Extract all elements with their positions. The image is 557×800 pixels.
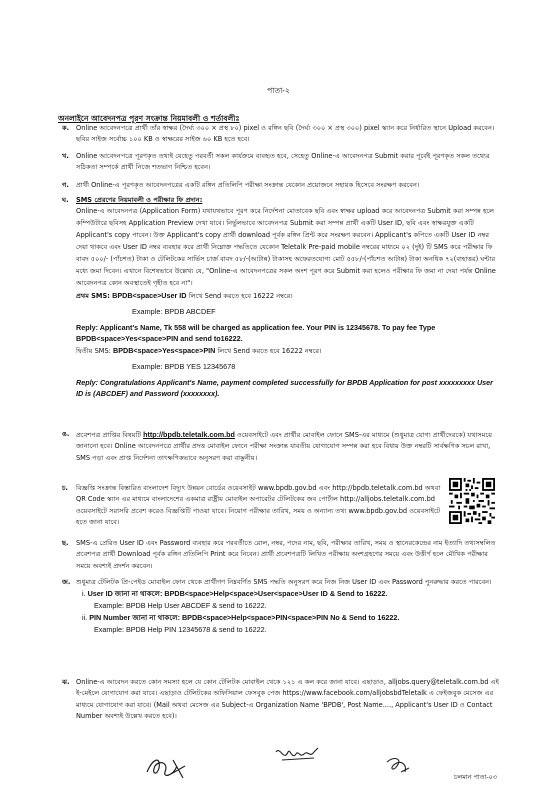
rule-text: Online-এ আবেদন করতে কোন সমস্যা হলে যে কোন টেলিটক মোবাইল থেকে ১২১ এ কল করে জানা যাবে। এছাড়াও, alljobs.query@teletalk.com.bd এই ই-মেইলে যোগাযোগ করা যাবে। এছাড়াও টেলিটকের অফিসিয়াল ফেসবুক পেজ https://www.facebook.com/alljobsbdTeletalk এ ফেইজবুক মেসেজ এর মাধ্যমে যোগাযোগ করা যাবে। (Mail অথবা মেসেজ এর Subject-এ Organization Name 'BPDB', Post Name...., Applicant's User ID ও Contact Number অবশ্যই উল্লেখ করতে হবে)। xyxy=(76,678,499,721)
rule-label: ঙ. xyxy=(62,430,70,438)
recovery-pin-text: PIN Number জানা না থাকলে: BPDB<space>Help<space>PIN<space>PIN No & Send to 16222. xyxy=(89,613,400,623)
second-sms-code: BPDB<space>Yes<space>PIN xyxy=(113,345,216,355)
rule-text: প্রার্থী Online-এ পূরণকৃত আবেদনপত্রের একটি রঙ্গিন প্রতিলিপি পরীক্ষা সংক্রান্ত যেকোন প্রয়োজনে সহায়ক হিসেবে সংরক্ষণ করবেন। xyxy=(76,181,420,189)
rule-label: চ. xyxy=(62,484,69,492)
recovery-user-id-example: Example: BPDB Help User ABCDEF & send to 16222. xyxy=(94,601,267,611)
rule-kha xyxy=(62,151,502,175)
second-sms xyxy=(76,345,502,357)
admit-card-text-a: প্রবেশপত্র প্রাপ্তির বিষয়টি xyxy=(76,431,141,439)
first-sms-example: Example: BPDB ABCDEF xyxy=(132,307,216,317)
list-marker: i. xyxy=(82,589,86,599)
qr-code-icon xyxy=(449,478,495,524)
rule-label: গ. xyxy=(62,181,69,189)
section-heading: অনলাইনে আবেদনপত্র পূরণ সংক্রান্ত নিয়মাবলী ও শর্তাবলীঃ xyxy=(58,114,240,123)
rule-text: Online আবেদনপত্রে পূরণকৃত তথ্যই যেহেতু পরবর্তী সকল কার্যক্রমে ব্যবহৃত হবে, সেহেতু Online-এ আবেদনপত্র Submit করার পূর্বেই পূরণকৃত সকল তথ্যের সঠিকতা সম্পর্কে প্রার্থী নিজে শতভাগ নিশ্চিত হবেন। xyxy=(76,152,490,172)
qr-code[interactable] xyxy=(449,478,495,524)
recovery-pin-example: Example: BPDB Help PIN 12345678 & send to 16222. xyxy=(94,625,267,635)
rule-text: Online আবেদনপত্রে প্রার্থী তাঁর স্বাক্ষর (দৈর্ঘ্য ৩০০ × প্রস্থ ৮০) pixel ও রঙ্গিন ছবি (দৈর্ঘ্য ৩০০ × প্রস্থ ৩০০) pixel স্ক্যান করে নির্ধারিত স্থানে Upload করবেন। ছবির সাইজ সর্বোচ্চ ১০০ KB ও স্বাক্ষরের সাইজ ৬০ KB হতে হবে। xyxy=(76,124,495,144)
page-number: পাতা-২ xyxy=(267,86,290,95)
sms-section-title: SMS প্রেরণের নিয়মাবলী ও পরীক্ষার ফি প্রদান: xyxy=(76,196,203,204)
signature-one xyxy=(143,752,189,782)
rule-label: ছ. xyxy=(62,539,69,547)
signature-two xyxy=(274,742,320,768)
rule-label: ঘ. xyxy=(62,196,69,204)
first-sms xyxy=(76,290,502,302)
first-sms-send: লিখে Send করতে হবে 16222 নম্বরে। xyxy=(188,291,293,300)
teletalk-link[interactable]: http://bpdb.teletalk.com.bd xyxy=(143,430,235,439)
recovery-pin xyxy=(76,612,502,624)
rule-cha xyxy=(62,483,442,531)
rule-jha xyxy=(62,677,502,737)
second-sms-reply: Reply: Congratulations Applicant's Name, payment completed successfully for BPDB Application for post xxxxxxxxx User ID is (ABCDEF) and Password (xxxxxxxx). xyxy=(76,377,493,399)
second-sms-send: লিখে Send করতে হবে 16222 নম্বরে। xyxy=(217,346,322,355)
list-marker: ii. xyxy=(82,613,88,623)
rule-ga xyxy=(62,180,502,192)
rule-label: জ. xyxy=(62,578,71,586)
first-sms-label: প্রথম SMS: xyxy=(76,291,110,300)
rule-uma xyxy=(62,429,502,477)
recovery-user-id-text: User ID জানা না থাকলে: BPDB<space>Help<space>User<space>User ID & Send to 16222. xyxy=(87,589,388,599)
signature-three xyxy=(383,754,413,778)
rule-ka xyxy=(62,123,502,147)
first-sms-code: BPDB<space>User ID xyxy=(112,290,187,300)
rule-text xyxy=(76,429,502,464)
recovery-user-id xyxy=(76,588,502,600)
admit-card-text-b: ওয়েবসাইটে এবং প্রার্থীর মোবাইল ফোনে SMS-এর মাধ্যমে (শুধুমাত্র যোগ্য প্রার্থীদেরকে) যথাসময়ে জানানো হবে। Online আবেদনপত্রে প্রার্থীর প্রদত্ত মোবাইল ফোনে পরীক্ষা সংক্রান্ত যাবতীয় যোগাযোগ সম্পন্ন করা হবে বিধায় উক্ত নম্বরটি সার্বক্ষণিক সচল রাখা, SMS পড়া এবং প্রাপ্ত নির্দেশনা তাৎক্ষণিকভাবে অনুসরণ করা বাঞ্ছনীয়। xyxy=(76,431,492,462)
recovery-intro: শুধুমাত্র টেলিটক প্রি-পেইড মোবাইল ফোন থেকে প্রার্থীগণ নিম্নবর্ণিত SMS পদ্ধতি অনুসরণ করে নিজ নিজ User ID এবং Password পুনরুদ্ধার করতে পারবেন। xyxy=(76,578,492,586)
first-sms-reply: Reply: Applicant's Name, Tk 558 will be charged as application fee. Your PIN is 12345678. To pay fee Type BPDB<space>Yes<space>PIN and send to16222. xyxy=(76,322,436,344)
rule-text: SMS-এ প্রেরিত User ID এবং Password ব্যবহার করে পরবর্তীতে রোল, নম্বর, পদের নাম, ছবি, পরীক্ষার তারিখ, সময় ও স্থানেরকেন্দ্রের নাম ইত্যাদি তথ্যসম্বলিত প্রবেশপত্র প্রার্থী Download পূর্বক রঙ্গিন প্রতিলিপি Print করে নিবেন। প্রার্থী প্রবেশপত্রটি লিখিত পরীক্ষায় অংশগ্রহণের সময়ে এবং উত্তীর্ণ হলে মৌখিক পরীক্ষার সময়ে অবশ্যই প্রদর্শন করবেন। xyxy=(76,539,496,570)
rule-ja xyxy=(62,577,502,657)
sms-instructions: Online-এ আবেদনপত্র (Application Form) যথাযথভাবে পূরণ করে নির্দেশনা মোতাবেক ছবি এবং স্বাক্ষর upload করে আবেদনপত্র Submit করা সম্পন্ন হলে কম্পিউটারে ছবিসহ Application Preview দেখা যাবে। নির্ভুলভাবে আবেদনপত্র Submit করা সম্পন্ন প্রার্থী একটি User ID, ছবি এবং স্বাক্ষরযুক্ত একটি Applicant's copy পাবেন। উক্ত Applicant's copy প্রার্থী download পূর্বক রঙ্গিন প্রিন্ট করে সংরক্ষণ করবেন। Applicant's কপিতে একটি User ID নম্বর দেয়া থাকবে এবং User ID নম্বর ব্যবহার করে প্রার্থী নিম্নোক্ত পদ্ধতিতে যেকোন Teletalk Pre-paid mobile নম্বরের মাধ্যমে ০২ (দুই) টি SMS করে পরীক্ষার ফি বাবদ ৫০০/- (পাঁচশত) টাকা ও টেলিটকের সার্ভিস চার্জ বাবদ ৫৮/-(আটান্ন) টাকাসহ অফেরতযোগ্য মোট ৫৫৮/-(পাঁচশত আটান্ন) টাকা অনধিক ৭২(বাহাত্তর) ঘন্টার মধ্যে জমা দিবেন। এখানে বিশেষভাবে উল্লেখ্য যে, "Online-এ আবেদনপত্রের সকল অংশ পূরণ করে Submit করা হলেও পরীক্ষার ফি জমা না দেয়া পর্যন্ত Online আবেদনপত্র কোন অবস্থাতেই গৃহীত হবে না"। xyxy=(76,207,496,287)
second-sms-label: দ্বিতীয় SMS: xyxy=(76,346,111,355)
rule-label: খ. xyxy=(62,152,69,160)
continued-page-note: চলমান পাতা-০৩ xyxy=(454,773,497,781)
rule-chha xyxy=(62,538,502,574)
rule-gha xyxy=(62,195,502,455)
rule-label: ঝ. xyxy=(62,678,70,686)
rule-text: বিজ্ঞপ্তি সংক্রান্ত বিস্তারিত বাংলাদেশ বিদ্যুৎ উন্নয়ন বোর্ডের ওয়েবসাইট www.bpdb.gov.bd এবং http://bpdb.teletalk.com.bd অথবা QR Code স্ক্যান এর মাধ্যমে বাংলাদেশের একমাত্র রাষ্ট্রীয় মোবাইল অপারেটর টেলিটকের জব পোর্টাল http://alljobs.teletalk.com.bd ওয়েবসাইটে সরাসরি প্রবেশ করেও বিজ্ঞপ্তিটি পাওয়া যাবে। নিয়োগ পরীক্ষার তারিখ, সময় ও অন্যান্য তথ্য www.bpdb.gov.bd ওয়েবসাইটে হতে জানা যাবে। xyxy=(76,484,441,527)
second-sms-example: Example: BPDB YES 12345678 xyxy=(132,362,236,372)
rule-label: ক. xyxy=(62,124,70,132)
